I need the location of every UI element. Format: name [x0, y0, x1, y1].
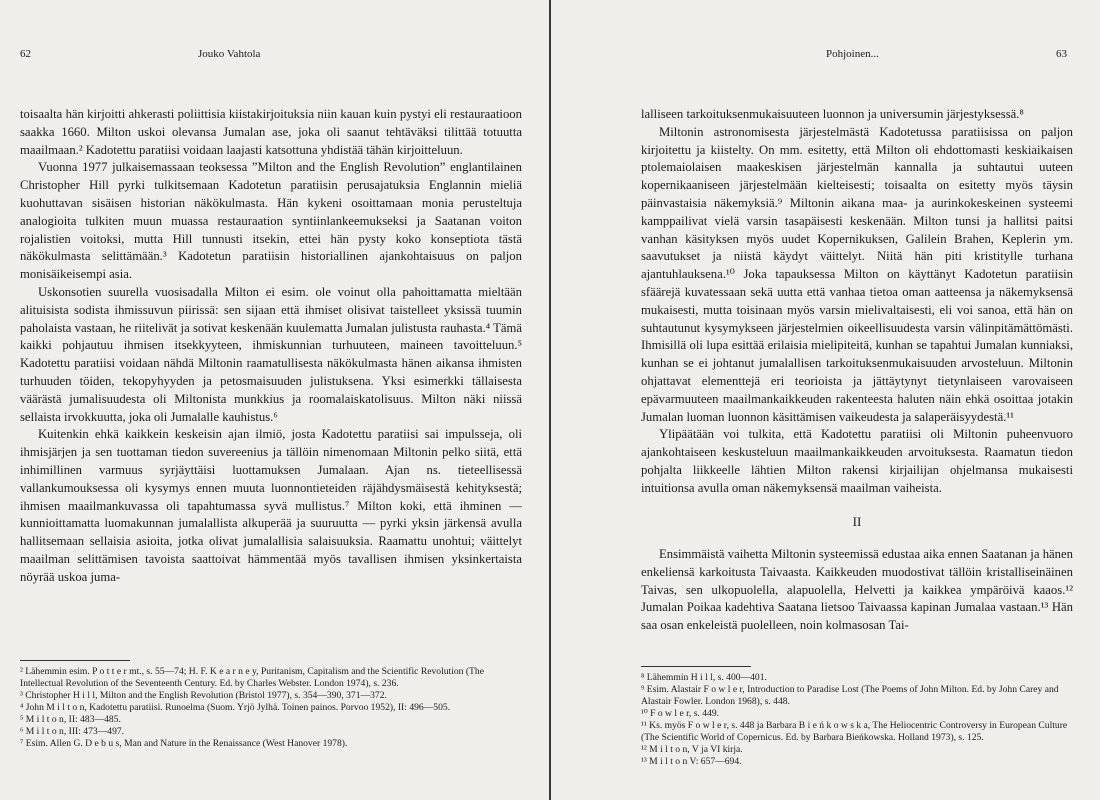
footnote: ⁴ John M i l t o n, Kadotettu paratiisi. Runoelma (Suom. Yrjö Jylhä. Toinen painos. Porvoo 1952), II: 496—505. [20, 702, 451, 713]
right-footnotes [641, 672, 1073, 768]
paragraph: Uskonsotien suurella vuosisadalla Milton ei esim. ole voinut olla pahoittamatta mieltään alituisista sodista ihmissuvun piirissä: sen sijaan että ihmiset olisivat taistelleet yksissä tuumin paholaista vastaan, he riitelivät ja sotivat keskenään kuulematta Jumalan julistusta rauhasta.⁴ Tämä kaikki pohjautuu ihmisen itsekkyyteen, ihmiskunnian turhuuteen, maineen tavoitteluun.⁵ Kadotettu paratiisi voidaan nähdä Miltonin raamatullisesta näkökulmasta hänen aikansa ihmisten turhuuden töiden, tekopyhyyden ja petosmaisuuden julistuksena. Yksi esimerkki tällaisesta väärästä jumalisuudesta oli Miltonista munkkius ja roomalaiskatolisuus. Milton näki niissä sellaista irvokkuutta, joka oli Jumalalle kauhistus.⁶ [20, 284, 522, 424]
left-page [0, 0, 549, 800]
paragraph: Vuonna 1977 julkaisemassaan teoksessa ”Milton and the English Revolution” englantilainen Christopher Hill pyrki tulkitsemaan Kadotetun paratiisin perusajatuksia Englannin mieliä kuohuttavan sisäisen historian näkökulmasta. Hän kykeni osoittamaan monia perusteltuja analogioita tulkiten muun muassa restauraation syntiinlankeemukseksi ja Saatanan voiton rojalistien voitoksi, mutta Hill tunnusti itsekin, ettei hän pysty koko konseptiota tästä näkökulmasta selittämään.³ Kadotetun paratiisin historiallinen ajankohtaisuus on paljon monisäikeisempi asia. [20, 160, 522, 282]
left-footnotes [20, 666, 522, 750]
right-section-text [641, 546, 1073, 635]
left-body-text [20, 106, 522, 587]
footnote: ⁸ Lähemmin H i l l, s. 400—401. [641, 672, 767, 683]
paragraph: lalliseen tarkoituksenmukaisuuteen luonnon ja universumin järjestyksessä.⁸ [641, 107, 1024, 121]
footnote: ⁶ M i l t o n, III: 473—497. [20, 726, 125, 737]
footnote: ¹¹ Ks. myös F o w l e r, s. 448 ja Barbara B i e ń k o w s k a, The Heliocentric Controversy in European Culture (The Scientific World of Copernicus. Ed. by Barbara Bieńkowska. Holland 1973), s. 125. [641, 720, 1068, 743]
right-page [551, 0, 1100, 800]
footnote-rule [641, 666, 751, 667]
footnote: ³ Christopher H i l l, Milton and the English Revolution (Bristol 1977), s. 354—390, 371—372. [20, 690, 387, 701]
footnote: ¹⁰ F o w l e r, s. 449. [641, 708, 720, 719]
running-head-right: Pohjoinen... [826, 48, 879, 60]
footnote: ⁷ Esim. Allen G. D e b u s, Man and Nature in the Renaissance (West Hanover 1978). [20, 738, 348, 749]
paragraph: toisaalta hän kirjoitti ahkerasti poliittisia kiistakirjoituksia niin kauan kuin pystyi eli restauraatioon saakka 1660. Milton uskoi olevansa Jumalan ase, joka oli saanut tehtäväksi tilittää totuutta maailmaan.² Kadotettu paratiisi voidaan laajasti katsottuna yhdistää tähän kirjoitteluun. [20, 107, 522, 157]
footnote-rule [20, 660, 130, 661]
paragraph: Ensimmäistä vaihetta Miltonin systeemissä edustaa aika ennen Saatanan ja hänen enkeliensä karkoitusta Taivaasta. Kaikkeuden muodostivat tällöin kristalliseinäinen Taivas, sen ulkopuolella, alapuolella, Helvetti ja kaikkea ympäröivä kaaos.¹² Jumalan Poikaa kadehtiva Saatana lietsoo Taivaassa kapinan Jumalaa vastaan.¹³ Hän saa osan enkeleistä puolelleen, noin kolmasosan Tai- [641, 547, 1073, 633]
page-number-right: 63 [1056, 48, 1067, 60]
paragraph: Ylipäätään voi tulkita, että Kadotettu paratiisi oli Miltonin puheenvuoro ajankohtaiseen keskusteluun maailmankaikkeuden arvoituksesta. Raamatun tiedon pohjalta liikkeelle lähtien Milton rakensi kirjailijan ohjelmansa mukaisesti intuitionsa avulla oman näkemyksensä maailman vaiheista. [641, 427, 1073, 495]
running-head-left: Jouko Vahtola [198, 48, 261, 60]
paragraph: Kuitenkin ehkä kaikkein keskeisin ajan ilmiö, josta Kadotettu paratiisi sai impulsseja, oli ihmisjärjen ja sen tuottaman tiedon suvereenius ja tällöin nimenomaan Miltonin pelko siitä, että inhimillinen varmuus syrjäyttäisi luottamuksen Jumalaan. Ajan ns. tieteellisessä vallankumouksessa oli kysymys ennen muuta luonnontieteiden räjähdysmäisestä kehityksestä; ihmisen maailmankuvassa oli tapahtumassa syvä mullistus.⁷ Milton koki, että ihminen — kunnioittamatta luomakunnan jumalallista alkuperää ja suuruutta — pyrki yksin järkensä avulla hallitsemaan sellaisia asioita, jotka olivat jumalallisia salaisuuksia. Raamattu unohtui; väittelyt maailman selittämisen tavoista saattoivat hämmentää myös tavallisen ihmisen yksinkertaista nöyrää uskoa juma- [20, 427, 522, 584]
footnote: ¹² M i l t o n, V ja VI kirja. [641, 744, 743, 755]
footnote: ² Lähemmin esim. P o t t e r mt., s. 55—74; H. F. K e a r n e y, Puritanism, Capitalism and the Scientific Revolution (The Intellectual Revolution of the Seventeenth Century. Ed. by Charles Webster. London 1974), s. 236. [20, 666, 484, 689]
right-body-text [641, 106, 1073, 498]
section-heading: II [852, 514, 862, 529]
page-number-left: 62 [20, 48, 31, 60]
paragraph: Miltonin astronomisesta järjestelmästä Kadotetussa paratiisissa on paljon kirjoitettu ja kiistelty. On mm. esitetty, että Milton oli ehdottomasti keskiaikaisen ptolemaiolaisen maakeskisen järjestelmän kannalla ja suhtautui uuteen kopernikaaniseen järjestelmään kielteisesti; toisaalta on esitetty myös täysin päinvastaisia näkemyksiä.⁹ Miltonin aikana maa- ja aurinkokeskeinen systeemi kamppailivat vielä varsin tasapäisesti keskenään. Milton tunsi ja hallitsi paitsi vanhan käsityksen myös uudet Kopernikuksen, Galilein Brahen, Keplerin ym. saavutukset ja niistä käydyt väittelyt. Niitä hän piti kristitylle turhana ajantuhlauksena.¹⁰ Joka tapauksessa Milton on käyttänyt Kadotetun paratiisin sfäärejä kuvatessaan sekä uutta että vanhaa tietoa oman aatteensa ja näkemyksensä mukaisesti, mutta toisinaan myös varsin mielivaltaisesti, eli voi sanoa, että hän on suhtautunut kysymykseen järjestelmien oikeellisuudesta varsin välinpitämättömästi. Ihmisillä oli lupa esittää erilaisia mielipiteitä, kunhan se tapahtui Jumalan kunniaksi, kunhan se ei johtanut jumalallisen tarkoituksenmukaisuuden arvosteluun. Miltonin ohjattavat elementtejä eri teorioista ja jättäytynyt tietynlaiseen varovaiseen epävarmuuteen maailmankaikkeuden rakenteesta haluten näin ehkä osoittaa jotakin Jumalan luoman luonnon käsittämisen vaikeudesta ja salaperäisyydestä.¹¹ [641, 124, 1073, 424]
footnote: ¹³ M i l t o n V: 657—694. [641, 756, 742, 767]
footnote: ⁵ M i l t o n, II: 483—485. [20, 714, 121, 725]
footnote: ⁹ Esim. Alastair F o w l e r, Introduction to Paradise Lost (The Poems of John Milton. Ed. by John Carey and Alastair Fowler. London 1968), s. 448. [641, 684, 1059, 707]
